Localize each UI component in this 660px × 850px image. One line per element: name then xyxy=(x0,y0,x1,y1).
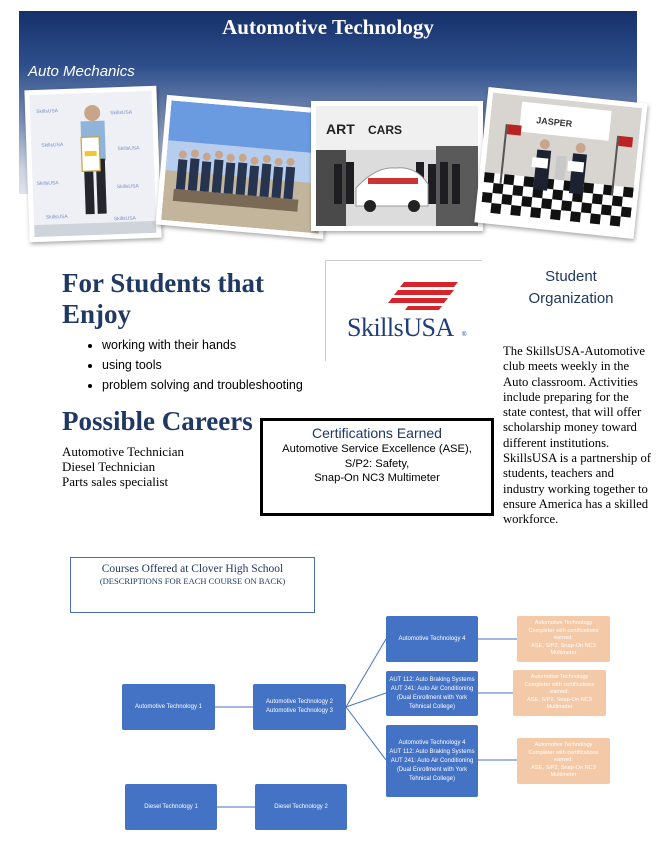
list-item: Diesel Technician xyxy=(62,459,156,474)
node-completer xyxy=(513,670,606,716)
node-label: (Dual Enrollment with York xyxy=(396,694,468,701)
photo-cars-text: CARS xyxy=(368,123,403,137)
node-completer xyxy=(517,738,610,784)
list-item: Automotive Technician xyxy=(62,444,184,459)
certifications-title: Certifications Earned xyxy=(312,425,442,441)
node-label: Automotive Technology 2 xyxy=(266,699,333,705)
skillsusa-logo-text: SkillsUSA xyxy=(347,313,454,342)
svg-text:SkillsUSA: SkillsUSA xyxy=(45,213,68,221)
courses-subtitle: (DESCRIPTIONS FOR EACH COURSE ON BACK) xyxy=(99,576,286,586)
node-automotive-technology-2-3 xyxy=(253,684,346,730)
node-label: Automotive Technology 1 xyxy=(135,703,202,710)
svg-text:SkillsUSA: SkillsUSA xyxy=(117,145,140,153)
node-label: AUT 241: Auto Air Conditioning xyxy=(390,685,474,692)
skillsusa-description: The SkillsUSA-Automotive club meets weekly in the Auto classroom. Activities include preparing for the state contest, that will offer scholarship money toward different institutions. SkillsUSA is a partnership of students, teachers and industry working together to ensure America has a skilled workforce. xyxy=(503,344,652,527)
svg-text:SkillsUSA: SkillsUSA xyxy=(110,109,133,117)
list-item: • using tools xyxy=(102,356,303,376)
certification-item: S/P2: Safety, xyxy=(344,457,410,470)
careers-heading: Possible Careers xyxy=(62,406,253,436)
photo-art-text: ART xyxy=(326,121,355,137)
node-label: earned: xyxy=(550,689,569,696)
photo-sign-text: JASPER xyxy=(535,115,573,129)
node-label: Automotive Technology xyxy=(534,620,593,627)
node-label: ASE, S/P2, Snap-On NC3 xyxy=(527,696,592,703)
node-label: Automotive Technology 4 xyxy=(398,635,466,642)
enjoy-heading: For Students that Enjoy xyxy=(62,268,265,329)
certification-item: Snap-On NC3 Multimeter xyxy=(314,472,440,484)
list-item: • working with their hands xyxy=(102,336,303,356)
list-item: Parts sales specialist xyxy=(62,474,169,489)
node-automotive-4-dual-enrollment xyxy=(386,725,478,797)
node-diesel-technology-1 xyxy=(125,784,217,830)
node-label: Multimeter xyxy=(546,704,573,711)
node-label: AUT 112: Auto Braking Systems xyxy=(389,676,475,683)
node-automotive-technology-1 xyxy=(122,684,215,730)
registered-mark-icon: ® xyxy=(462,332,467,338)
node-automotive-technology-4 xyxy=(386,616,478,662)
node-label: earned: xyxy=(554,635,573,642)
node-label: Multimeter xyxy=(550,650,577,657)
node-label: Multimeter xyxy=(550,772,577,779)
svg-text:SkillsUSA: SkillsUSA xyxy=(41,142,64,149)
certification-item: Automotive Service Excellence (ASE), xyxy=(282,443,472,455)
node-label: Tehnical College) xyxy=(408,703,456,710)
node-label: AUT 241: Auto Air Conditioning xyxy=(390,757,474,764)
node-completer xyxy=(517,616,610,662)
svg-text:SkillsUSA: SkillsUSA xyxy=(36,180,59,187)
svg-text:SkillsUSA: SkillsUSA xyxy=(116,183,139,191)
node-label: Automotive Technology 4 xyxy=(398,739,466,746)
list-item: • problem solving and troubleshooting xyxy=(102,376,303,396)
node-dual-enrollment xyxy=(386,671,478,716)
node-label: Automotive Technology xyxy=(534,742,593,749)
node-label: Automotive Technology xyxy=(530,674,589,681)
node-label: AUT 112: Auto Braking Systems xyxy=(389,748,475,755)
node-label: (Dual Enrollment with York xyxy=(396,766,468,773)
page-title: Automotive Technology xyxy=(222,15,434,39)
node-label: ASE, S/P2, Snap-On NC3 xyxy=(531,642,596,649)
svg-text:SkillsUSA: SkillsUSA xyxy=(113,215,136,223)
node-label: Completer with certifications xyxy=(528,749,599,756)
node-label: Tehnical College) xyxy=(408,775,456,782)
org-title-line-1: Student xyxy=(545,268,597,285)
node-label: ASE, S/P2, Snap-On NC3 xyxy=(531,764,596,771)
node-label: Automotive Technology 3 xyxy=(266,708,333,714)
node-label: Completer with certifications xyxy=(524,681,595,688)
page-subtitle: Auto Mechanics xyxy=(28,63,135,80)
svg-text:SkillsUSA: SkillsUSA xyxy=(36,108,59,115)
courses-title: Courses Offered at Clover High School xyxy=(101,563,284,575)
node-label: earned: xyxy=(554,757,573,764)
node-label: Diesel Technology 1 xyxy=(144,803,198,810)
node-label: Completer with certifications xyxy=(528,627,599,634)
node-label: Diesel Technology 2 xyxy=(274,803,328,810)
node-diesel-technology-2 xyxy=(255,784,347,830)
org-title-line-2: Organization xyxy=(528,290,614,307)
